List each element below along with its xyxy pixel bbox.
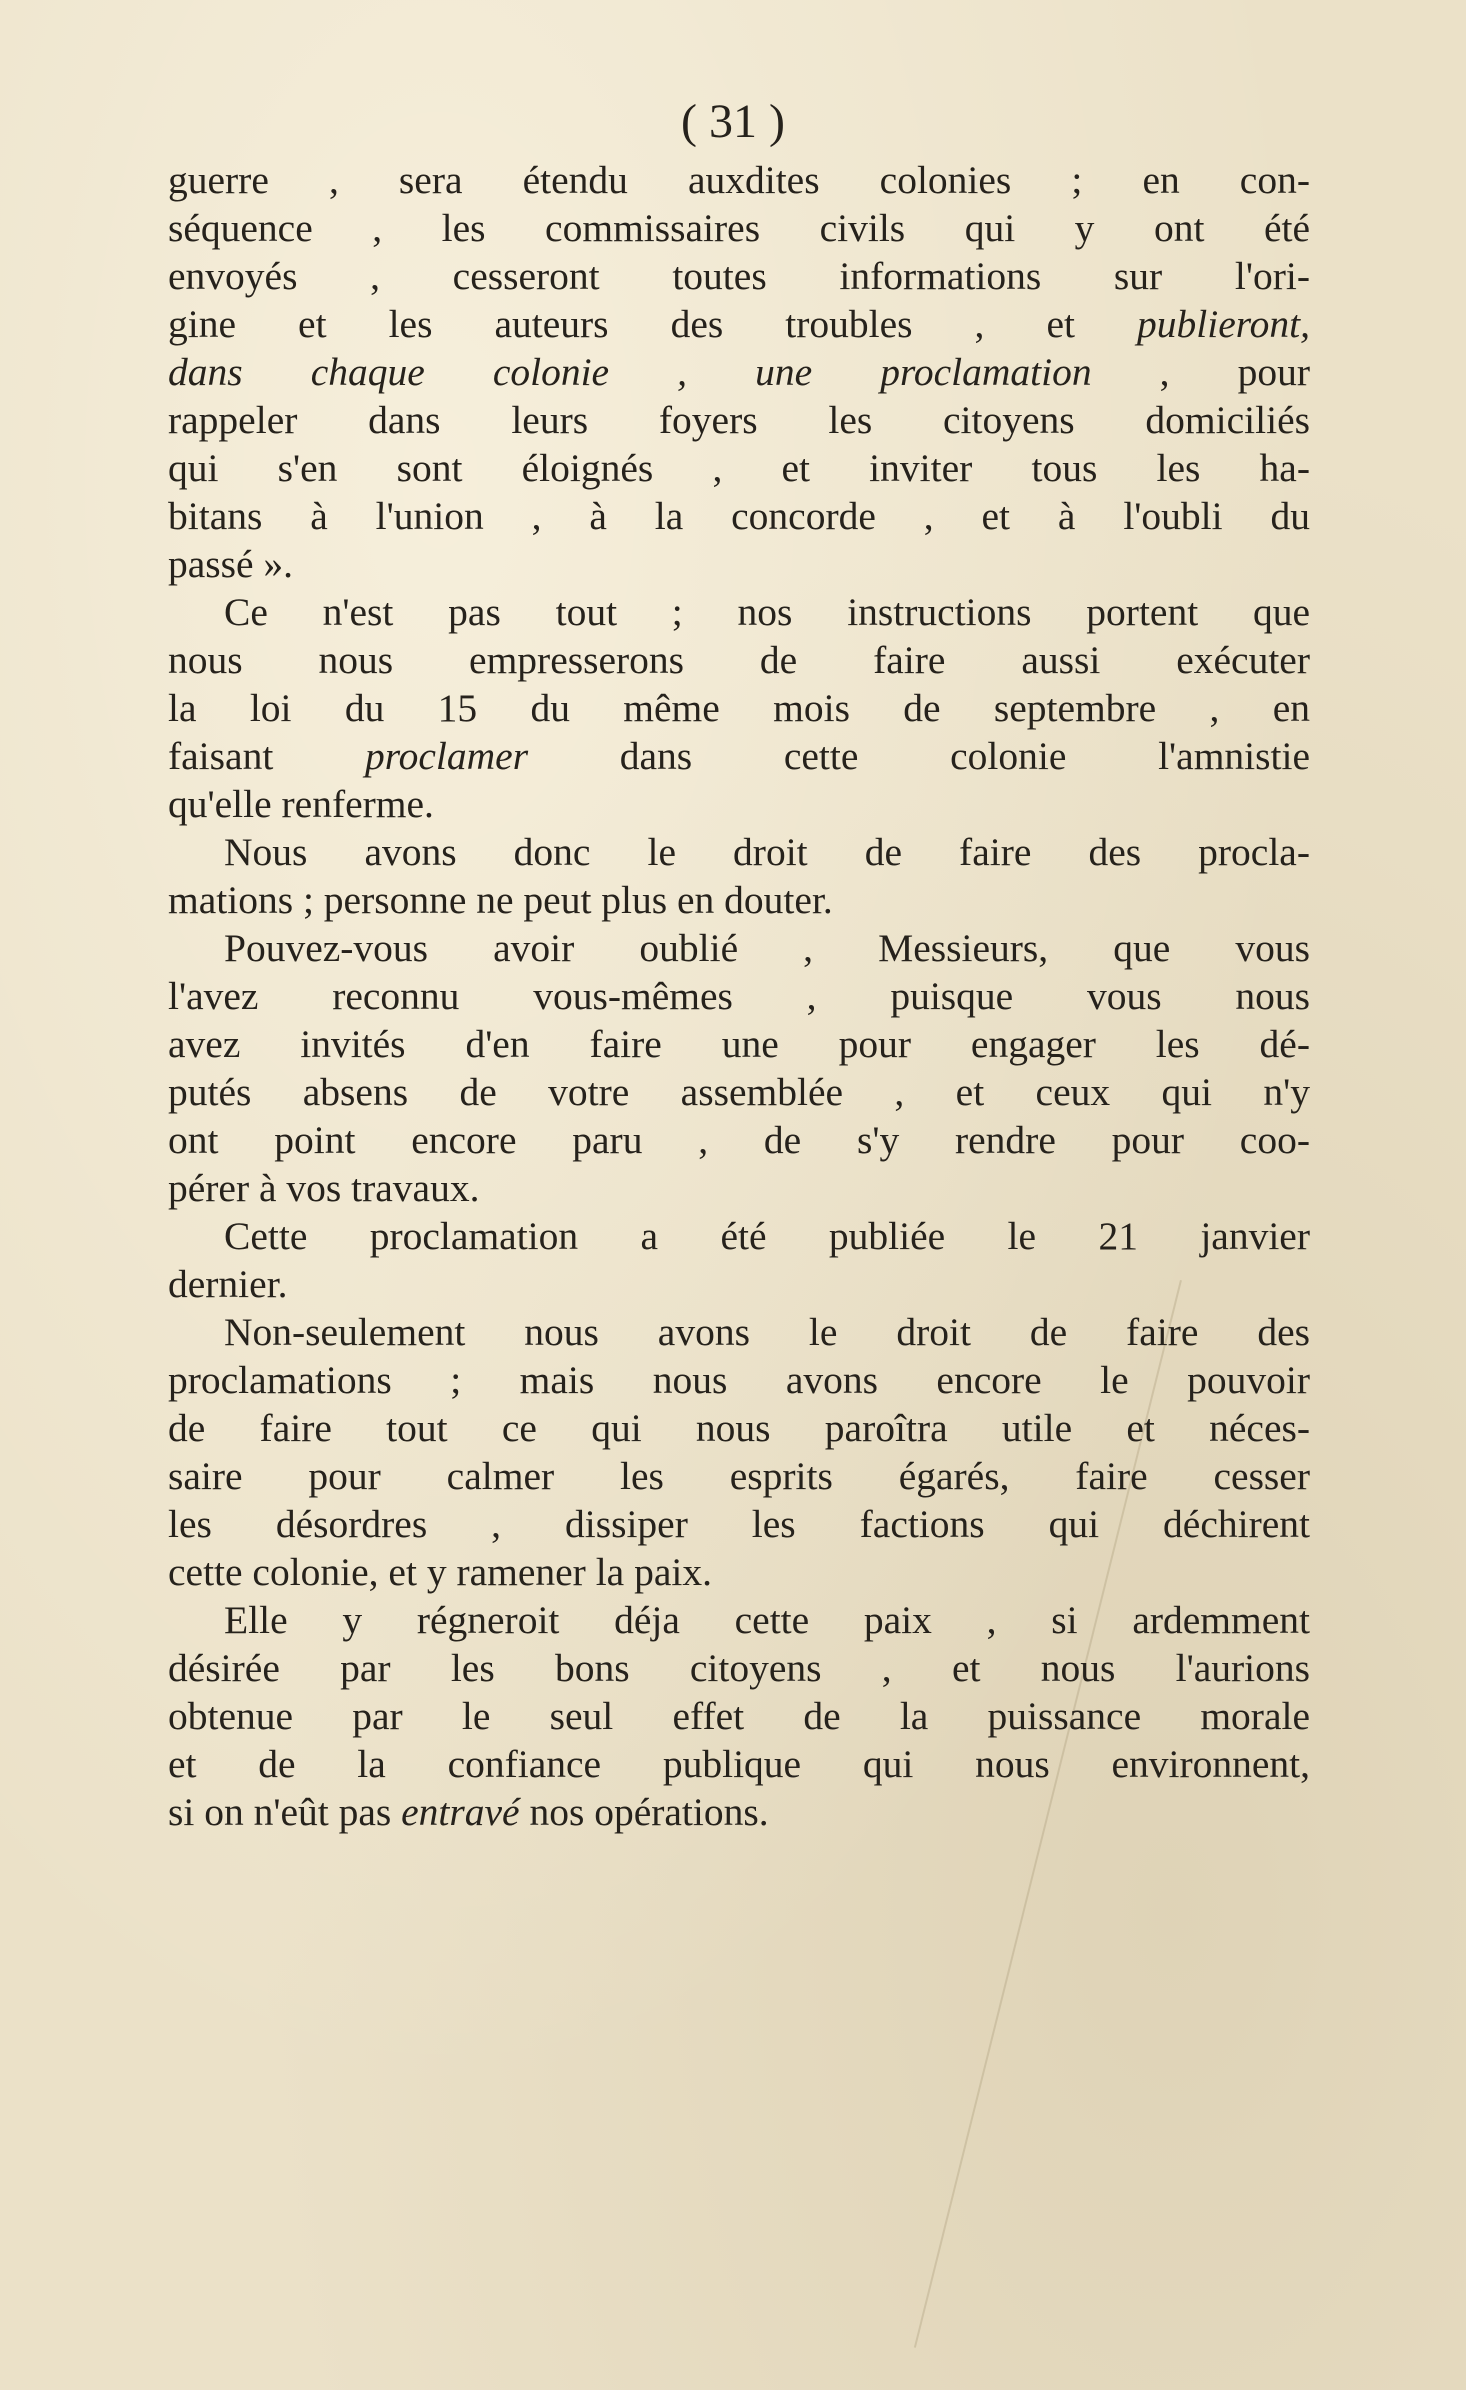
italic-text: entravé bbox=[401, 1790, 520, 1834]
italic-text: proclamer bbox=[364, 734, 529, 778]
text-line: Nous avons donc le droit de faire des procla- bbox=[224, 830, 1310, 874]
text-line: cette colonie, et y ramener la paix. bbox=[168, 1550, 712, 1594]
page-number: ( 31 ) bbox=[681, 95, 785, 148]
paragraph bbox=[168, 828, 1310, 924]
text-line: la loi du 15 du même mois de septembre , en bbox=[168, 686, 1310, 730]
text-line: mations ; personne ne peut plus en douter. bbox=[168, 878, 833, 922]
text-line: qu'elle renferme. bbox=[168, 782, 434, 826]
text-line: ont point encore paru , de s'y rendre pour coo- bbox=[168, 1118, 1310, 1162]
text-line: Elle y régneroit déja cette paix , si ardemment bbox=[224, 1598, 1310, 1642]
text-line: Pouvez-vous avoir oublié , Messieurs, que vous bbox=[224, 926, 1310, 970]
text-line: Cette proclamation a été publiée le 21 janvier bbox=[224, 1214, 1310, 1258]
text-line: séquence , les commissaires civils qui y ont été bbox=[168, 206, 1310, 250]
paragraph bbox=[168, 1596, 1310, 1836]
text-line: rappeler dans leurs foyers les citoyens domiciliés bbox=[168, 398, 1310, 442]
text-line: Non-seulement nous avons le droit de faire des bbox=[224, 1310, 1310, 1354]
text-line: dernier. bbox=[168, 1262, 288, 1306]
text-line: faisant proclamer dans cette colonie l'amnistie bbox=[168, 734, 1310, 778]
text-line: obtenue par le seul effet de la puissance morale bbox=[168, 1694, 1310, 1738]
paragraph bbox=[168, 156, 1310, 588]
text-line: nous nous empresserons de faire aussi exécuter bbox=[168, 638, 1310, 682]
text-line: bitans à l'union , à la concorde , et à l'oubli du bbox=[168, 494, 1310, 538]
text-line: les désordres , dissiper les factions qui déchirent bbox=[168, 1502, 1310, 1546]
text-line: guerre , sera étendu auxdites colonies ; en con- bbox=[168, 158, 1310, 202]
text-line: envoyés , cesseront toutes informations sur l'ori- bbox=[168, 254, 1310, 298]
text-line: pérer à vos travaux. bbox=[168, 1166, 480, 1210]
italic-text: publieront, bbox=[1137, 302, 1310, 346]
text-line: proclamations ; mais nous avons encore le pouvoir bbox=[168, 1358, 1310, 1402]
text-line: saire pour calmer les esprits égarés, faire cesser bbox=[168, 1454, 1310, 1498]
text-line: Ce n'est pas tout ; nos instructions portent que bbox=[224, 590, 1310, 634]
text-line: passé ». bbox=[168, 542, 294, 586]
text-line: dans chaque colonie , une proclamation , pour bbox=[168, 350, 1310, 394]
body-text bbox=[168, 156, 1310, 1836]
text-line: l'avez reconnu vous-mêmes , puisque vous nous bbox=[168, 974, 1310, 1018]
paragraph bbox=[168, 924, 1310, 1212]
paragraph bbox=[168, 1212, 1310, 1308]
paragraph bbox=[168, 1308, 1310, 1596]
text-line: gine et les auteurs des troubles , et publieront, bbox=[168, 302, 1310, 346]
italic-text: dans chaque colonie , une proclamation bbox=[168, 350, 1092, 394]
text-line: qui s'en sont éloignés , et inviter tous les ha- bbox=[168, 446, 1310, 490]
text-line: putés absens de votre assemblée , et ceux qui n'y bbox=[168, 1070, 1310, 1114]
text-line: désirée par les bons citoyens , et nous l'aurions bbox=[168, 1646, 1310, 1690]
paragraph bbox=[168, 588, 1310, 828]
text-line: de faire tout ce qui nous paroîtra utile et néces- bbox=[168, 1406, 1310, 1450]
text-line: avez invités d'en faire une pour engager les dé- bbox=[168, 1022, 1310, 1066]
text-line: si on n'eût pas entravé nos opérations. bbox=[168, 1790, 769, 1834]
text-line: et de la confiance publique qui nous environnent, bbox=[168, 1742, 1310, 1786]
